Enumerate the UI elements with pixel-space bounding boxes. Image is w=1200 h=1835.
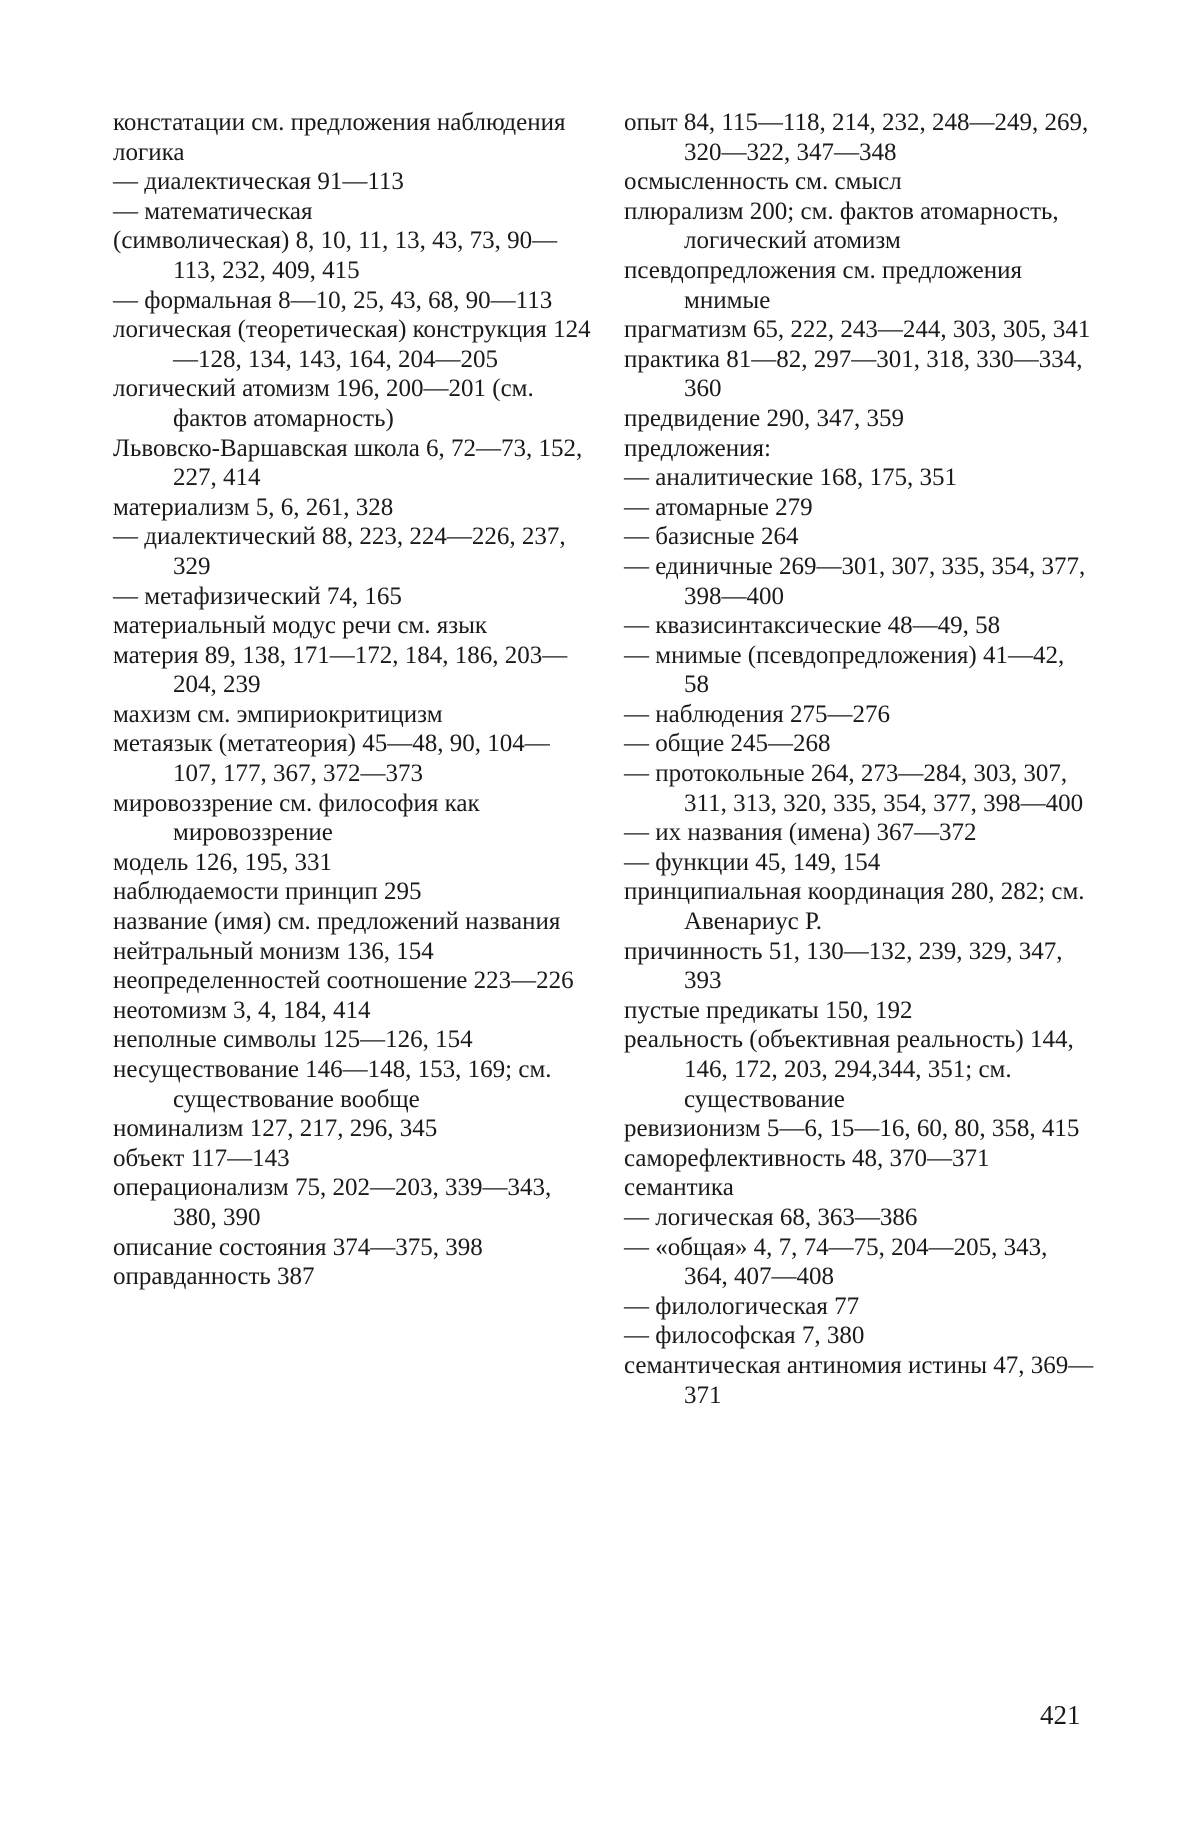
index-column-right	[624, 108, 1094, 1410]
index-entry: констатации см. предложения наблюдения	[113, 109, 566, 136]
index-entry: неопределенностей соотношение 223—226	[113, 967, 574, 995]
index-entry: материя 89, 138, 171—172, 184, 186, 203—204, 239	[113, 641, 568, 699]
index-entry: — «общая» 4, 7, 74—75, 204—205, 343, 364, 407—408	[624, 1233, 1048, 1291]
index-entry: нейтральный монизм 136, 154	[113, 937, 434, 965]
index-entry: плюрализм 200; см. фактов атомарность, логический атомизм	[624, 197, 1059, 255]
index-entry: семантическая антиномия истины 47, 369—371	[624, 1351, 1094, 1409]
index-entry: логика	[113, 138, 185, 166]
index-entry: — единичные 269—301, 307, 335, 354, 377, 398—400	[624, 552, 1086, 610]
index-entry: ревизионизм 5—6, 15—16, 60, 80, 358, 415	[624, 1115, 1080, 1143]
index-entry: — диалектическая 91—113	[113, 168, 404, 196]
index-entry: — метафизический 74, 165	[113, 582, 402, 610]
index-entry: — формальная 8—10, 25, 43, 68, 90—113	[113, 286, 553, 314]
index-entry: номинализм 127, 217, 296, 345	[113, 1115, 438, 1143]
index-entry: — общие 245—268	[624, 730, 831, 758]
index-entry: — аналитические 168, 175, 351	[624, 464, 957, 492]
index-entry: метаязык (метатеория) 45—48, 90, 104—107, 177, 367, 372—373	[113, 730, 550, 788]
index-entry: — квазисинтаксические 48—49, 58	[624, 612, 1001, 640]
index-entry: пустые предикаты 150, 192	[624, 996, 913, 1024]
index-entry: практика 81—82, 297—301, 318, 330—334, 360	[624, 345, 1083, 403]
index-entry: — филологическая 77	[624, 1292, 860, 1320]
index-entry: оправданность 387	[113, 1263, 315, 1291]
index-entry: наблюдаемости принцип 295	[113, 878, 422, 906]
index-entry: материальный модус речи см. язык	[113, 612, 488, 640]
index-entry: — философская 7, 380	[624, 1322, 865, 1350]
index-entry: Львовско-Варшавская школа 6, 72—73, 152, 227, 414	[113, 434, 583, 492]
index-entry: неотомизм 3, 4, 184, 414	[113, 996, 371, 1024]
index-entry: прагматизм 65, 222, 243—244, 303, 305, 341	[624, 316, 1091, 344]
index-entry: модель 126, 195, 331	[113, 848, 333, 876]
index-entry: — мнимые (псевдопредложения) 41—42, 58	[624, 641, 1065, 699]
index-entry: объект 117—143	[113, 1144, 290, 1172]
index-entry: неполные символы 125—126, 154	[113, 1026, 473, 1054]
index-entry: — их названия (имена) 367—372	[624, 819, 977, 847]
index-entry: семантика	[624, 1174, 734, 1202]
index-entry: саморефлективность 48, 370—371	[624, 1144, 990, 1172]
index-entry: — логическая 68, 363—386	[624, 1203, 918, 1231]
index-entry: предвидение 290, 347, 359	[624, 404, 904, 432]
index-entry: несуществование 146—148, 153, 169; см. существование вообще	[113, 1056, 552, 1113]
index-entry: реальность (объективная реальность) 144, 146, 172, 203, 294,344, 351; см. существование	[624, 1026, 1074, 1113]
index-entry: мировоззрение см. философия как мировоззрение	[113, 789, 480, 847]
index-entry: махизм см. эмпириокритицизм	[113, 700, 443, 728]
index-entry: — диалектический 88, 223, 224—226, 237, 329	[113, 523, 566, 580]
index-entry: логический атомизм 196, 200—201 (см. фактов атомарность)	[113, 375, 534, 432]
index-entry: псевдопредложения см. предложения мнимые	[624, 256, 1022, 314]
index-entry: опыт 84, 115—118, 214, 232, 248—249, 269, 320—322, 347—348	[624, 109, 1089, 166]
index-entry: — базисные 264	[624, 523, 799, 551]
index-entry: предложения:	[624, 434, 771, 462]
page-number: 421	[1040, 1700, 1081, 1730]
index-entry: операционализм 75, 202—203, 339—343, 380, 390	[113, 1174, 552, 1231]
index-column-left	[113, 108, 593, 1292]
index-entry: — функции 45, 149, 154	[624, 848, 881, 876]
index-entry: — атомарные 279	[624, 493, 813, 521]
index-entry: материализм 5, 6, 261, 328	[113, 493, 394, 521]
index-entry: причинность 51, 130—132, 239, 329, 347, 393	[624, 937, 1063, 995]
index-entry: — наблюдения 275—276	[624, 700, 891, 728]
index-entry: логическая (теоретическая) конструкция 124—128, 134, 143, 164, 204—205	[113, 316, 591, 373]
index-entry: принципиальная координация 280, 282; см. Авенариус Р.	[624, 878, 1085, 936]
index-entry: описание состояния 374—375, 398	[113, 1233, 483, 1261]
index-entry: — математическая	[113, 197, 313, 225]
index-entry: осмысленность см. смысл	[624, 168, 902, 196]
index-entry: (символическая) 8, 10, 11, 13, 43, 73, 90—113, 232, 409, 415	[113, 227, 558, 284]
index-entry: — протокольные 264, 273—284, 303, 307, 311, 313, 320, 335, 354, 377, 398—400	[624, 760, 1084, 817]
index-entry: название (имя) см. предложений названия	[113, 908, 561, 936]
